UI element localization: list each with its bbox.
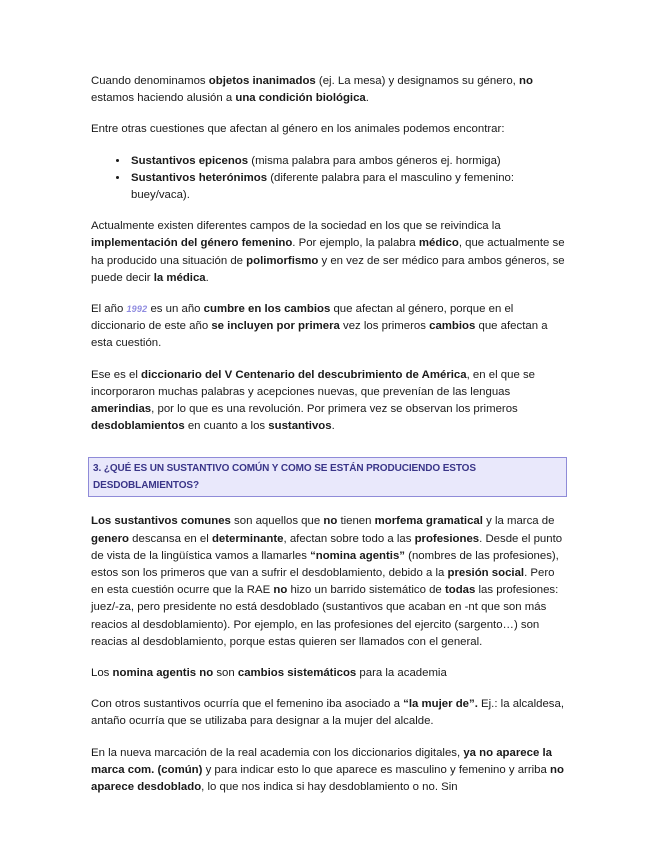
text: , en el que se incorporaron muchas palabras y acepciones nuevas, que prevenían de las lenguas [91, 368, 535, 398]
bold-text: cambios sistemáticos [237, 667, 357, 680]
paragraph-feminine-implementation [91, 218, 567, 287]
text: para la academia [356, 667, 447, 680]
text: es un año [147, 303, 204, 316]
text: descansa en el [128, 532, 212, 545]
bold-text: presión social [447, 567, 525, 580]
text: (ej. La mesa) y designamos su género, [315, 75, 519, 87]
text: y para indicar esto lo que aparece es masculino y femenino y arriba [202, 763, 551, 776]
text: , lo que nos indica si hay desdoblamiento o no. Sin [201, 781, 458, 794]
bold-text: una condición biológica [235, 92, 366, 105]
paragraph-digital-dictionaries [91, 745, 567, 797]
bold-text: “la mujer de”. [403, 698, 478, 711]
bold-text: Sustantivos epicenos [131, 154, 249, 167]
paragraph-centenary-dictionary [91, 367, 567, 436]
bold-text: todas [444, 584, 476, 597]
text: que afectan al género, porque en el diccionario de este año [91, 303, 514, 333]
bold-text: Sustantivos heterónimos [131, 171, 268, 184]
text: . [331, 420, 335, 433]
bold-text: sustantivos [268, 420, 332, 433]
bold-text: cumbre en los cambios [203, 303, 331, 316]
text: . [205, 271, 209, 284]
text: . Por ejemplo, la palabra [292, 237, 419, 250]
text: Ej.: la alcaldesa, antaño ocurría que se utilizaba para designar a la mujer del alcalde. [91, 698, 564, 728]
bold-text: no aparece desdoblado [91, 763, 564, 794]
bold-text: ya no aparece la marca com. (común) [91, 746, 552, 776]
paragraph-nomina-agentis [91, 665, 567, 682]
text: y en vez de ser médico para ambos géneros, se puede decir [91, 254, 565, 284]
bullet-list [91, 153, 567, 205]
text: . [365, 92, 369, 105]
bold-text: profesiones [414, 532, 480, 545]
text: , por lo que es una revolución. Por primera vez se observan los primeros [151, 403, 518, 416]
paragraph-common-nouns [91, 513, 567, 651]
text: . Desde el punto de vista de la lingüística vamos a llamarles [91, 532, 563, 562]
paragraph-animal-gender-intro [91, 121, 567, 138]
list-item [129, 153, 567, 170]
bold-text: no [519, 75, 533, 87]
text: (misma palabra para ambos géneros ej. hormiga) [248, 154, 501, 167]
bold-text: morfema gramatical [374, 515, 483, 528]
bold-text: la médica [153, 271, 206, 284]
bold-text: amerindias [91, 403, 152, 416]
text: El año [91, 303, 127, 316]
text: Los [91, 667, 113, 680]
bold-text: implementación del género femenino [91, 237, 293, 250]
bold-text: desdoblamientos [91, 420, 185, 433]
paragraph-la-mujer-de [91, 696, 567, 730]
text: , afectan sobre todo a las [283, 532, 415, 545]
text: y la marca de [482, 515, 555, 528]
year-highlight: 1992 [126, 304, 148, 315]
text: vez los primeros [339, 320, 430, 333]
text: En la nueva marcación de la real academia con los diccionarios digitales, [91, 746, 464, 759]
bold-text: no [323, 515, 338, 528]
text: . Pero en esta cuestión ocurre que la RAE [91, 567, 555, 597]
bold-text: no [273, 584, 288, 597]
text: hizo un barrido sistemático de [287, 584, 445, 597]
text: que afectan a esta cuestión. [91, 320, 548, 350]
text: son aquellos que [230, 515, 324, 528]
text: las profesiones: juez/-za, pero presidente no está desdoblado (sustantivos que acaban en -nt que son más reacios al desdoblamiento). Por ejemplo, en las profesiones del ejercito (sargento…) son reacias al desdoblamiento, porque estas quieren ser llamados con el general. [91, 584, 559, 648]
text: Cuando denominamos [91, 75, 209, 87]
bold-text: se incluyen por primera [211, 320, 340, 333]
section-heading: 3. ¿QUÉ ES UN SUSTANTIVO COMÚN Y COMO SE ESTÁN PRODUCIENDO ESTOS DESDOBLAMIENTOS? [88, 457, 567, 497]
bold-text: “nomina agentis” [310, 549, 405, 562]
list-item [129, 170, 567, 204]
bold-text: genero [91, 532, 129, 545]
bold-text: diccionario del V Centenario del descubrimiento de América [141, 368, 467, 381]
text: Actualmente existen diferentes campos de la sociedad en los que se reivindica la [91, 220, 501, 233]
bold-text: cambios [429, 320, 476, 333]
paragraph-inanimate-objects [91, 73, 567, 107]
text: Ese es el [91, 368, 142, 381]
text: , que actualmente se ha producido una situación de [91, 237, 565, 267]
paragraph-year-1992 [91, 301, 567, 353]
bold-text: Los sustantivos comunes [91, 515, 231, 528]
bold-text: determinante [211, 532, 284, 545]
text: tienen [337, 515, 375, 528]
bold-text: médico [418, 237, 459, 250]
text: son [213, 667, 238, 680]
text: estamos haciendo alusión a [91, 92, 236, 105]
bold-text: polimorfismo [246, 254, 319, 267]
text: (nombres de las profesiones), estos son los primeros que van a sufrir el desdoblamiento, debido a la [91, 549, 559, 580]
text: Entre otras cuestiones que afectan al género en los animales podemos encontrar: [91, 123, 505, 136]
text: Con otros sustantivos ocurría que el femenino iba asociado a [91, 698, 404, 711]
text: (diferente palabra para el masculino y femenino: buey/vaca). [131, 171, 515, 202]
text: en cuanto a los [184, 420, 269, 433]
bold-text: objetos inanimados [208, 75, 316, 87]
bold-text: nomina agentis no [112, 667, 214, 680]
